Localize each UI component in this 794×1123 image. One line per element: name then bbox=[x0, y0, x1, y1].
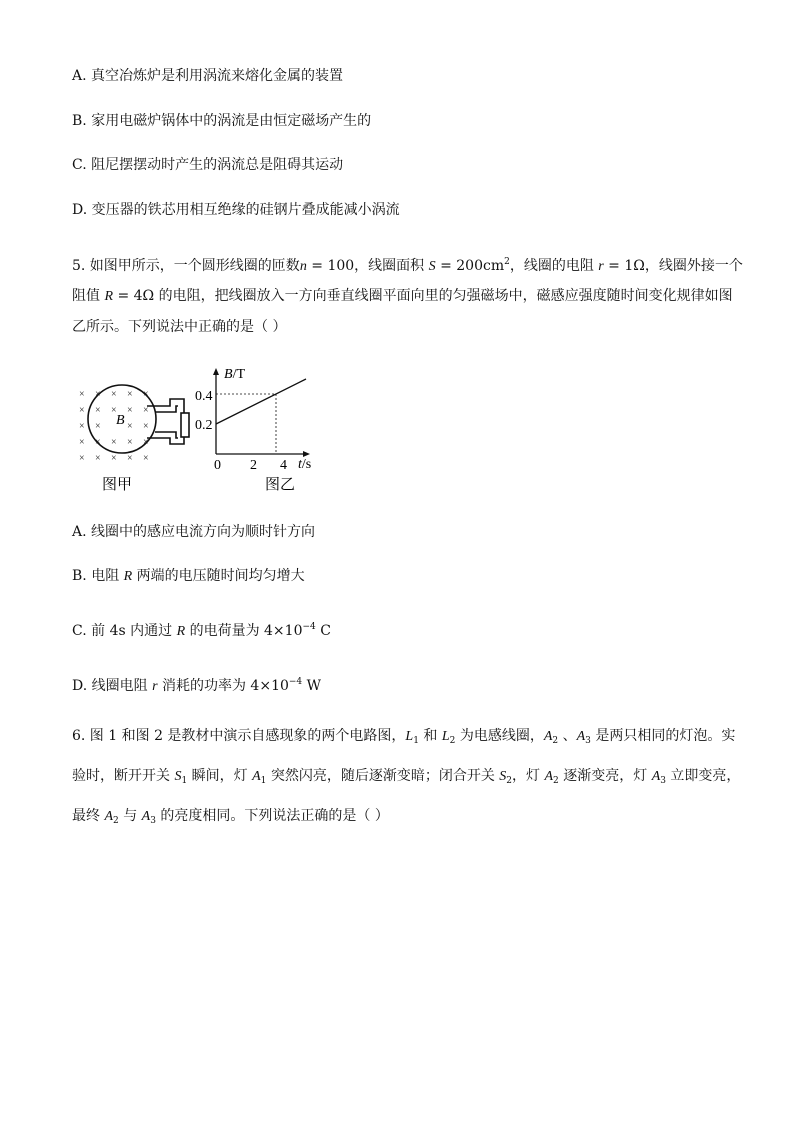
field-cross-mark: × bbox=[143, 405, 149, 416]
x-tick-label-1: 4 bbox=[280, 458, 287, 473]
q4-option-c: C. 阻尼摆摆动时产生的涡流总是阻碍其运动 bbox=[72, 157, 344, 173]
x-axis-label: t/s bbox=[298, 457, 312, 472]
q6-stem-line-3: 最终 $A_2$ 与 $A_3$ 的亮度相同。下列说法正确的是（ ） bbox=[72, 808, 389, 826]
field-cross-mark: × bbox=[111, 453, 117, 464]
field-cross-mark: × bbox=[111, 405, 117, 416]
q5-option-d: D. 线圈电阻 r 消耗的功率为 $4\times 10^{-4}$ W bbox=[72, 677, 322, 694]
q5-stem-line-3: 乙所示。下列说法中正确的是（ ） bbox=[72, 319, 287, 335]
y-axis-arrow bbox=[213, 368, 219, 375]
coil-leads bbox=[147, 399, 184, 444]
field-cross-mark: × bbox=[95, 405, 101, 416]
field-cross-mark: × bbox=[127, 389, 133, 400]
field-cross-mark: × bbox=[127, 453, 133, 464]
field-cross-mark: × bbox=[95, 421, 101, 432]
caption-jia: 图甲 bbox=[102, 477, 133, 492]
field-cross-mark: × bbox=[95, 437, 101, 448]
field-cross-mark: × bbox=[79, 389, 85, 400]
caption-yi: 图乙 bbox=[265, 477, 296, 492]
q4-option-b: B. 家用电磁炉锅体中的涡流是由恒定磁场产生的 bbox=[72, 113, 372, 129]
q5-figure-svg bbox=[72, 362, 332, 492]
coil-field-label: B bbox=[116, 413, 125, 428]
q5-stem-line-1: 5. 如图甲所示，一个圆形线圈的匝数n = 100，线圈面积 $S = 200cm^2$，线圈的电阻 r = 1Ω，线圈外接一个 bbox=[72, 257, 743, 274]
field-cross-mark: × bbox=[143, 421, 149, 432]
y-tick-label-1: 0.2 bbox=[195, 418, 213, 433]
y-tick-label-0: 0.4 bbox=[195, 389, 213, 404]
q5-option-a: A. 线圈中的感应电流方向为顺时针方向 bbox=[72, 524, 316, 540]
field-cross-mark: × bbox=[143, 453, 149, 464]
q5-option-b: B. 电阻 R 两端的电压随时间均匀增大 bbox=[72, 568, 305, 584]
resistor bbox=[181, 413, 189, 437]
q5-figure bbox=[72, 362, 332, 492]
q6-stem-line-2: 验时，断开开关 $S_1$ 瞬间，灯 $A_1$ 突然闪亮，随后逐渐变暗；闭合开关 $S_2$，灯 $A_2$ 逐渐变亮，灯 $A_3$ 立即变亮， bbox=[72, 768, 741, 786]
field-cross-mark: × bbox=[79, 405, 85, 416]
q4-option-a: A. 真空冶炼炉是利用涡流来熔化金属的装置 bbox=[72, 68, 344, 84]
field-cross-mark: × bbox=[79, 437, 85, 448]
field-cross-mark: × bbox=[111, 437, 117, 448]
field-cross-mark: × bbox=[95, 453, 101, 464]
origin-label: 0 bbox=[214, 458, 221, 473]
x-tick-label-0: 2 bbox=[250, 458, 257, 473]
field-cross-mark: × bbox=[127, 421, 133, 432]
q5-option-c: C. 前 4s 内通过 R 的电荷量为 $4\times 10^{-4}$ C bbox=[72, 622, 331, 639]
field-cross-mark: × bbox=[79, 421, 85, 432]
field-cross-mark: × bbox=[95, 389, 101, 400]
field-cross-mark: × bbox=[143, 437, 149, 448]
y-axis-label: B/T bbox=[224, 367, 246, 382]
field-cross-mark: × bbox=[143, 389, 149, 400]
field-cross-mark: × bbox=[127, 437, 133, 448]
field-cross-mark: × bbox=[127, 405, 133, 416]
field-cross-mark: × bbox=[111, 389, 117, 400]
field-cross-mark: × bbox=[79, 453, 85, 464]
q4-option-d: D. 变压器的铁芯用相互绝缘的硅钢片叠成能减小涡流 bbox=[72, 202, 400, 218]
q5-stem-line-2: 阻值 R = 4Ω 的电阻，把线圈放入一方向垂直线圈平面向里的匀强磁场中，磁感应强度随时间变化规律如图 bbox=[72, 288, 733, 304]
q6-stem-line-1: 6. 图 1 和图 2 是教材中演示自感现象的两个电路图，$L_1$ 和 $L_2$ 为电感线圈，$A_2$ 、$A_3$ 是两只相同的灯泡。实 bbox=[72, 728, 736, 746]
b-t-line bbox=[216, 379, 306, 424]
